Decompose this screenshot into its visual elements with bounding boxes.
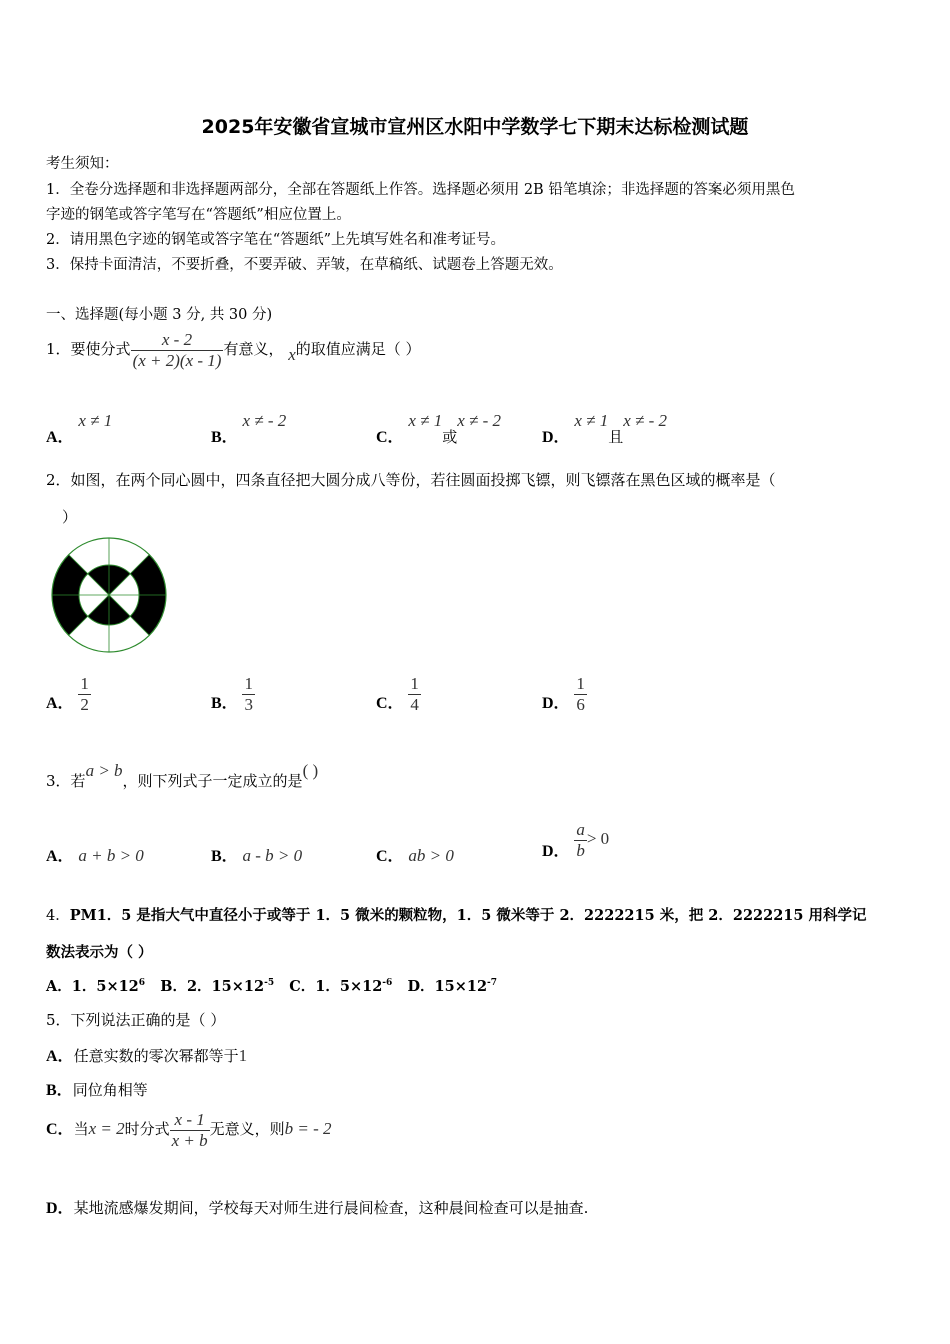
option-label: C．	[376, 695, 404, 713]
fraction: $\frac{1}{3}$	[244, 674, 253, 714]
q3-option-d[interactable]	[542, 820, 609, 860]
option-label: D．	[542, 695, 570, 713]
q3-option-a[interactable]	[46, 843, 144, 866]
q5-option-b[interactable]	[46, 1077, 148, 1100]
notice-line-1a: 1．全卷分选择题和非选择题两部分，全部在答题纸上作答。选择题必须用 2B 铅笔填涂；非选择题的答案必须用黑色	[46, 182, 795, 198]
question-text: 若	[70, 772, 86, 790]
question-4-line-2: 数法表示为（ ）	[46, 944, 153, 961]
question-5	[46, 1009, 225, 1030]
option-text: 某地流感爆发期间，学校每天对师生进行晨间检查，这种晨间检查可以是抽查.	[73, 1199, 589, 1217]
concentric-circles-figure	[48, 535, 170, 655]
question-text: 有意义，	[223, 340, 284, 359]
question-number: 4．	[46, 908, 70, 924]
math-expression: x ≠ - 2	[457, 411, 502, 430]
math-variable: x	[288, 345, 296, 365]
option-label: B．	[211, 848, 238, 865]
question-number: 5．	[46, 1011, 71, 1029]
question-text: 的取值应满足（ ）	[295, 340, 421, 359]
question-text: 如图，在两个同心圆中，四条直径把大圆分成八等份，若往圆面投掷飞镖，则飞镖落在黑色区域的概率是（	[70, 471, 776, 489]
q1-option-d[interactable]	[542, 408, 668, 446]
math-expression: 1	[238, 1046, 248, 1065]
notice-line-3: 3．保持卡面清洁，不要折叠，不要弄破、弄皱，在草稿纸、试题卷上答题无效。	[46, 257, 563, 273]
notice-heading: 考生须知：	[46, 156, 119, 172]
conjunction: 或	[442, 428, 458, 446]
q5-option-c[interactable]	[46, 1110, 332, 1150]
question-2	[46, 469, 776, 490]
math-expression: ab > 0	[408, 846, 454, 865]
q1-option-b[interactable]	[211, 408, 287, 446]
q2-option-a[interactable]	[46, 674, 91, 714]
math-expression: x = 2	[88, 1119, 125, 1139]
q4-option-d[interactable]: D．$15\times 12^{-7}$	[407, 978, 498, 995]
option-label: B．	[211, 695, 238, 713]
question-text: ，则下列式子一定成立的是	[122, 772, 303, 790]
math-expression: x ≠ 1	[78, 411, 113, 430]
q3-option-b[interactable]	[211, 843, 302, 866]
option-text: 同位角相等	[72, 1081, 148, 1099]
q4-options	[46, 975, 497, 996]
q5-option-a[interactable]	[46, 1043, 247, 1066]
question-2-close: ）	[62, 508, 78, 526]
option-label: D．	[542, 843, 570, 861]
question-4-line-1	[46, 904, 867, 925]
question-number: 2．	[46, 471, 71, 489]
option-label: C．	[376, 848, 404, 865]
conjunction: 且	[608, 428, 624, 446]
q2-option-c[interactable]	[376, 674, 421, 714]
option-label: D．	[46, 1200, 74, 1217]
fraction: $\frac{a}{b}$	[576, 820, 585, 860]
option-text: 当	[73, 1120, 89, 1139]
q1-option-a[interactable]	[46, 408, 113, 446]
question-number: 1．	[46, 340, 71, 359]
option-text: 时分式	[124, 1120, 170, 1139]
q2-option-d[interactable]	[542, 674, 587, 714]
math-expression: a + b > 0	[78, 846, 144, 865]
q1-option-c[interactable]	[376, 408, 502, 446]
q4-option-a[interactable]: A．1．$5\times 12^6$	[46, 978, 146, 995]
option-label: A．	[46, 848, 74, 865]
q5-option-d[interactable]	[46, 1195, 588, 1218]
option-label: C．	[46, 1121, 74, 1139]
fraction: $\frac{1}{6}$	[576, 674, 585, 714]
math-expression: x ≠ 1	[408, 411, 443, 430]
option-label: A．	[46, 695, 74, 713]
question-1	[46, 330, 421, 370]
option-label: B．	[211, 429, 238, 446]
q4-option-b[interactable]: B．2．$15\times 12^{-5}$	[160, 978, 275, 995]
question-text: PM1．5 是指大气中直径小于或等于 1．5 微米的颗粒物，1．5 微米等于 2．2222215 米，把 2．2222215 用科学记	[69, 907, 867, 924]
answer-paren: ( )	[302, 761, 319, 780]
section-heading: 一、选择题(每小题 3 分, 共 30 分)	[46, 307, 273, 323]
option-label: C．	[376, 429, 404, 446]
option-text: 任意实数的零次幂都等于	[73, 1047, 239, 1065]
q4-option-c[interactable]: C．1．$5\times 12^{-6}$	[289, 978, 393, 995]
option-label: B．	[46, 1082, 73, 1099]
q3-option-c[interactable]	[376, 843, 454, 866]
option-label: D．	[542, 429, 570, 446]
notice-line-2: 2．请用黑色字迹的钢笔或答字笔在“答题纸”上先填写姓名和准考证号。	[46, 232, 506, 248]
question-3	[46, 760, 319, 790]
option-label: A．	[46, 429, 74, 446]
math-condition: a > b	[85, 761, 123, 780]
question-text: 要使分式	[70, 340, 131, 359]
option-text: 无意义，则	[209, 1120, 285, 1139]
fraction: $\frac{1}{2}$	[80, 674, 89, 714]
math-expression: x ≠ 1	[574, 411, 609, 430]
fraction: $\frac{x - 2}{(x + 2)(x - 1)}$	[132, 330, 222, 370]
math-expression: > 0	[586, 829, 610, 849]
option-label: A．	[46, 1048, 74, 1065]
math-expression: a - b > 0	[242, 846, 303, 865]
fraction: $\frac{1}{4}$	[410, 674, 419, 714]
notice-line-1b: 字迹的钢笔或答字笔写在“答题纸”相应位置上。	[46, 207, 351, 223]
question-text: 下列说法正确的是（ ）	[70, 1011, 226, 1029]
math-expression: x ≠ - 2	[623, 411, 668, 430]
page-title: 2025年安徽省宣城市宣州区水阳中学数学七下期末达标检测试题	[201, 116, 749, 138]
math-expression: x ≠ - 2	[242, 411, 287, 430]
q2-option-b[interactable]	[211, 674, 255, 714]
fraction: $\frac{x - 1}{x + b}$	[171, 1110, 208, 1150]
question-number: 3．	[46, 772, 71, 790]
math-expression: b = - 2	[284, 1119, 332, 1139]
